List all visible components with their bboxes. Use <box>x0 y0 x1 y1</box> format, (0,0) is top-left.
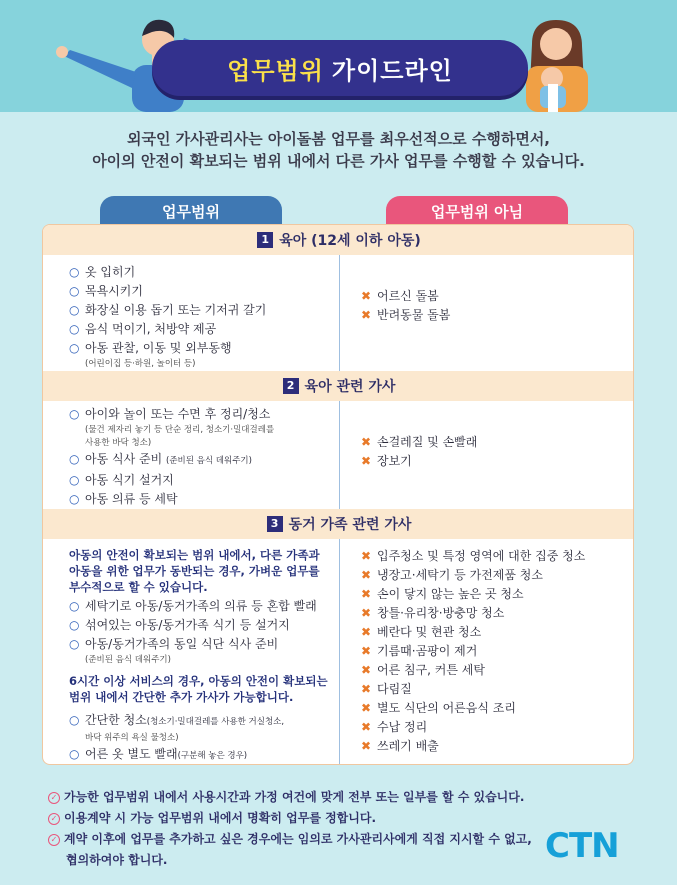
section-title: 육아 (12세 이하 아동) <box>279 233 421 249</box>
list-item: ○ 옷 입히기 <box>69 265 136 279</box>
section-2-out-of-scope-list <box>361 433 477 471</box>
list-item: ✖ 손이 닿지 않는 높은 곳 청소 <box>361 587 524 601</box>
title-highlight: 업무범위 <box>227 56 324 85</box>
list-item: ○ 아이와 놀이 또는 수면 후 정리/청소 (물건 제자리 놓기 등 단순 정리, 청소기·밀대걸레를 사용한 바닥 청소) <box>69 407 275 448</box>
list-item: ○ 아동/동거가족의 동일 식단 식사 준비 (준비된 음식 데워주기) <box>69 637 279 665</box>
list-item: ✖ 창틀·유리창·방충망 청소 <box>361 606 505 620</box>
list-item: ✖ 장보기 <box>361 454 412 468</box>
footnote: ✓ 이용계약 시 가능 업무범위 내에서 명확히 업무를 정합니다. <box>48 809 668 827</box>
intro-line: 외국인 가사관리사는 아이돌봄 업무를 최우선적으로 수행하면서, <box>126 130 551 148</box>
section-number: 2 <box>283 378 299 394</box>
list-item: ○ 세탁기로 아동/동거가족의 의류 등 혼합 빨래 <box>69 599 317 613</box>
section-title: 육아 관련 가사 <box>304 379 396 395</box>
intro-text <box>0 128 677 172</box>
list-item: ○ 아동 식사 준비 (준비된 음식 데워주기) <box>69 452 252 466</box>
section-3-in-scope-list-1 <box>69 597 317 667</box>
footnote: ✓ 가능한 업무범위 내에서 사용시간과 가정 여건에 맞게 전부 또는 일부를 할 수 있습니다. <box>48 788 668 806</box>
check-circle-icon: ✓ <box>48 792 60 804</box>
list-item: ○ 어른 옷 별도 빨래(구분해 놓은 경우) <box>69 747 248 761</box>
list-item: ○ 아동 관찰, 이동 및 외부동행 (어린이집 등·하원, 놀이터 등) <box>69 341 232 369</box>
list-item: ✖ 다림질 <box>361 682 412 696</box>
title-rest: 가이드라인 <box>331 56 453 85</box>
list-item: ○ 섞여있는 아동/동거가족 식기 등 설거지 <box>69 618 290 632</box>
check-circle-icon: ✓ <box>48 834 60 846</box>
section-title: 동거 가족 관련 가사 <box>288 517 412 533</box>
list-item: ✖ 수납 정리 <box>361 720 428 734</box>
column-divider <box>339 401 340 509</box>
section-1-in-scope-list <box>69 263 266 371</box>
column-divider <box>339 255 340 371</box>
list-item: ○ 아동 의류 등 세탁 <box>69 492 178 506</box>
section-1-out-of-scope-list <box>361 287 450 325</box>
section-3-note-1: 아동의 안전이 확보되는 범위 내에서, 다른 가족과 아동을 위한 업무가 동반되는 경우, 가벼운 업무를 부수적으로 할 수 있습니다. <box>69 548 320 594</box>
section-header-3 <box>43 509 634 539</box>
check-circle-icon: ✓ <box>48 813 60 825</box>
list-item: ✖ 어르신 돌봄 <box>361 289 439 303</box>
section-header-1 <box>43 225 634 255</box>
intro-line: 아이의 안전이 확보되는 범위 내에서 다른 가사 업무를 수행할 수 있습니다. <box>92 152 585 170</box>
ctn-watermark-logo: CTN <box>545 826 619 866</box>
list-item: ✖ 손걸레질 및 손빨래 <box>361 435 478 449</box>
section-number: 3 <box>267 516 283 532</box>
section-header-2 <box>43 371 634 401</box>
footnote: ✓ 계약 이후에 업무를 추가하고 싶은 경우에는 임의로 가사관리사에게 직접 지시할 수 없고, <box>48 830 668 848</box>
column-divider <box>339 539 340 765</box>
list-item: ○ 음식 먹이기, 처방약 제공 <box>69 322 217 336</box>
scope-table <box>42 224 634 765</box>
list-item: ✖ 별도 식단의 어른음식 조리 <box>361 701 516 715</box>
list-item: ○ 화장실 이용 돕기 또는 기저귀 갈기 <box>69 303 267 317</box>
list-item: ✖ 입주청소 및 특정 영역에 대한 집중 청소 <box>361 549 586 563</box>
page-title <box>152 40 528 96</box>
tab-in-scope: 업무범위 <box>100 196 282 226</box>
list-item: ✖ 기름때·곰팡이 제거 <box>361 644 478 658</box>
list-item: ✖ 반려동물 돌봄 <box>361 308 451 322</box>
footnote-continuation: 협의하여야 합니다. <box>66 853 168 867</box>
section-3-out-of-scope-list <box>361 547 585 756</box>
tab-out-of-scope: 업무범위 아님 <box>386 196 568 226</box>
section-2-in-scope-list <box>69 405 274 509</box>
section-3-note-2: 6시간 이상 서비스의 경우, 아동의 안전이 확보되는 범위 내에서 간단한 추가 가사가 가능합니다. <box>69 674 328 704</box>
list-item: ✖ 쓰레기 배출 <box>361 739 439 753</box>
list-item: ○ 목욕시키기 <box>69 284 143 298</box>
list-item: ○ 아동 식기 설거지 <box>69 473 174 487</box>
list-item: ✖ 어른 침구, 커튼 세탁 <box>361 663 485 677</box>
section-number: 1 <box>257 232 273 248</box>
list-item: ○ 간단한 청소(청소기·밀대걸레를 사용한 거실청소, 바닥 위주의 욕실 물청소) <box>69 713 285 743</box>
section-3-in-scope-list-2 <box>69 711 284 765</box>
list-item: ✖ 베란다 및 현관 청소 <box>361 625 482 639</box>
list-item: ✖ 냉장고·세탁기 등 가전제품 청소 <box>361 568 543 582</box>
